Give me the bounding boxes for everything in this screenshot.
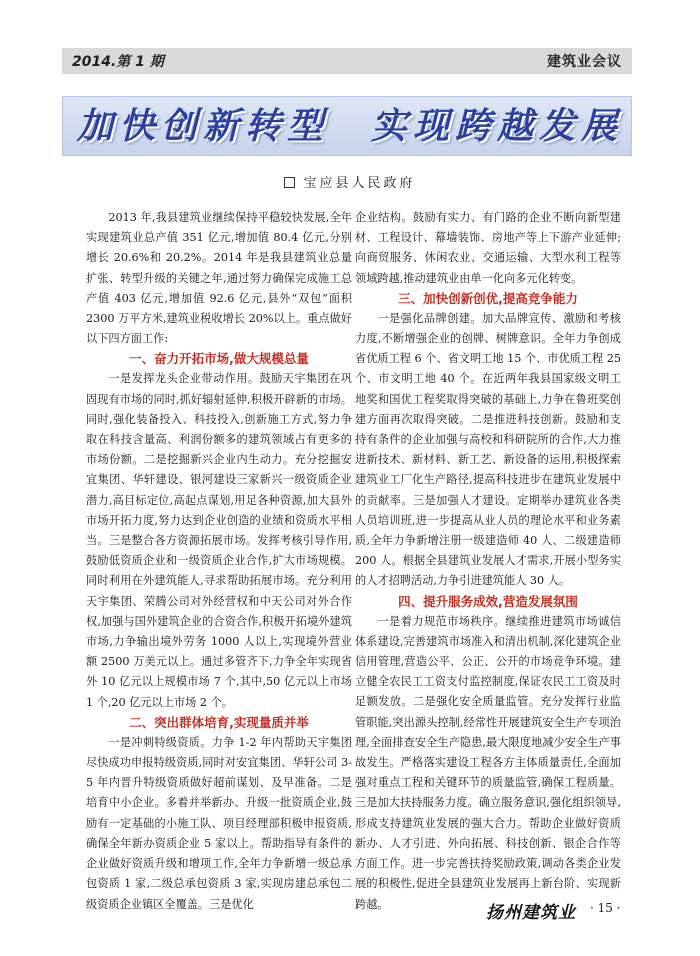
magazine-logo: 扬州建筑业: [486, 903, 576, 923]
article-title: 加快创新转型 实现跨越发展: [76, 106, 623, 147]
page-number: · 15 ·: [590, 901, 621, 915]
section-heading-3: 三、加快创新创优,提高竞争能力: [398, 290, 578, 306]
author-line: [0, 172, 700, 191]
right-column: [355, 208, 621, 915]
section-heading-4: 四、提升服务成效,营造发展氛围: [398, 593, 578, 609]
square-bullet-icon: [284, 177, 295, 188]
intro-paragraph: 2013 年,我县建筑业继续保持平稳较快发展,全年实现建筑业总产值 351 亿元,增加值 80.4 亿元,分别增长 20.6%和 20.2%。2014 年是我县建筑业总量扩张、转型升级的关键之年,通过努力确保完成施工总产值 403 亿元,增加值 92.6 亿元,县外“双包”面积 2300 万平方米,建筑业税收增长 20%以上。重点做好以下四方面工作:: [86, 211, 352, 346]
section-2-paragraph: 一是冲刺特级资质。力争 1-2 年内帮助天宇集团尽快成功申报特级资质,同时对安宜集团、华轩公司 3-5 年内晋升特级资质做好超前谋划、及早准备。二是培育中小企业。多着并举新办、升级一批资质企业,鼓励有一定基础的小施工队、项目经理部积极申报资质,确保全年新办资质企业 5 家以上。帮助指导有条件的企业做好资质升级和增项工作,全年力争新增一级总承包资质 1 家,二级总承包资质 3 家,实现房建总承包二级资质企业镇区全覆盖。三是优化: [86, 735, 352, 911]
section-heading-1: 一、奋力开拓市场,做大规模总量: [129, 351, 309, 367]
section-name: 建筑业会议: [547, 54, 622, 70]
section-heading-2: 二、突出群体培育,实现量质并举: [129, 714, 309, 730]
author-name: 宝应县人民政府: [303, 176, 416, 191]
issue-label: 2014.第 1 期: [72, 54, 164, 70]
section-4-paragraph: 一是着力规范市场秩序。继续推进建筑市场诚信体系建设,完善建筑市场准入和清出机制,深化建筑企业信用管理,营造公平、公正、公开的市场竞争环境。建立健全农民工工资支付监控制度,保证农民工工资及时足额发放。二是强化安全质量监管。充分发挥行业监管职能,突出源头控制,经常性开展建筑安全生产专项治理,全面排查安全生产隐患,最大限度地减少安全生产事故发生。严格落实建设工程各方主体质量责任,全面加强对重点工程和关键环节的质量监管,确保工程质量。三是加大扶持服务力度。确立服务意识,强化组织领导,形成支持建筑业发展的强大合力。帮助企业做好资质新办、人才引进、外向拓展、科技创新、银企合作等方面工作。进一步完善扶持奖励政策,调动各类企业发展的积极性,促进全县建筑业发展再上新台阶、实现新跨越。: [355, 614, 621, 911]
left-column: [86, 208, 352, 915]
section-1-paragraph: 一是发挥龙头企业带动作用。鼓励天宇集团在巩固现有市场的同时,抓好辐射延伸,积极开辟新的市场。同时,强化装备投入、科技投入,创新施工方式,努力争取在科技含量高、利润份额多的建筑领域占有更多的市场份额。二是挖掘新兴企业内生动力。充分挖掘安宜集团、华轩建设、银河建设三家新兴一级资质企业潜力,高目标定位,高起点谋划,用足各种资源,加大县外市场开拓力度,努力达到企业创造的业绩和资质水平相当。三是整合各方资源拓展市场。发挥考核引导作用,鼓励低资质企业和一级资质企业合作,扩大市场规模。同时利用在外建筑能人,寻求帮助拓展市场。充分利用天宇集团、荣腾公司对外经营权和中天公司对外合作权,加强与国外建筑企业的合资合作,积极开拓境外建筑市场,力争输出境外劳务 1000 人以上,实现境外营业额 2500 万美元以上。通过多管齐下,力争全年实现省外 10 亿元以上规模市场 7 个,其中,50 亿元以上市场 1 个,20 亿元以上市场 2 个。: [86, 372, 352, 709]
section-2-continued: 企业结构。鼓励有实力、有门路的企业不断向新型建材、工程设计、幕墙装饰、房地产等上下游产业延伸;向商贸服务、休闲农业、交通运输、大型水利工程等领域跨越,推动建筑业由单一化向多元化转变。: [355, 211, 621, 285]
section-3-paragraph: 一是强化品牌创建。加大品牌宣传、激励和考核力度,不断增强企业的创牌、树牌意识。全年力争创成省优质工程 6 个、省文明工地 15 个、市优质工程 25 个、市文明工地 40 个。在近两年我县国家级文明工地奖和国优工程奖取得突破的基础上,力争在鲁班奖创建方面再次取得突破。二是推进科技创新。鼓励和支持有条件的企业加强与高校和科研院所的合作,大力推进新技术、新材料、新工艺、新设备的运用,积极探索建筑业工厂化生产路径,提高科技进步在建筑业发展中的贡献率。三是加强人才建设。定期举办建筑业各类人员培训班,进一步提高从业人员的理论水平和业务素质,全年力争新增注册一级建造师 40 人、二级建造师 200 人。根据全县建筑业发展人才需求,开展小型务实的人才招聘活动,力争引进建筑能人 30 人。: [355, 311, 621, 588]
